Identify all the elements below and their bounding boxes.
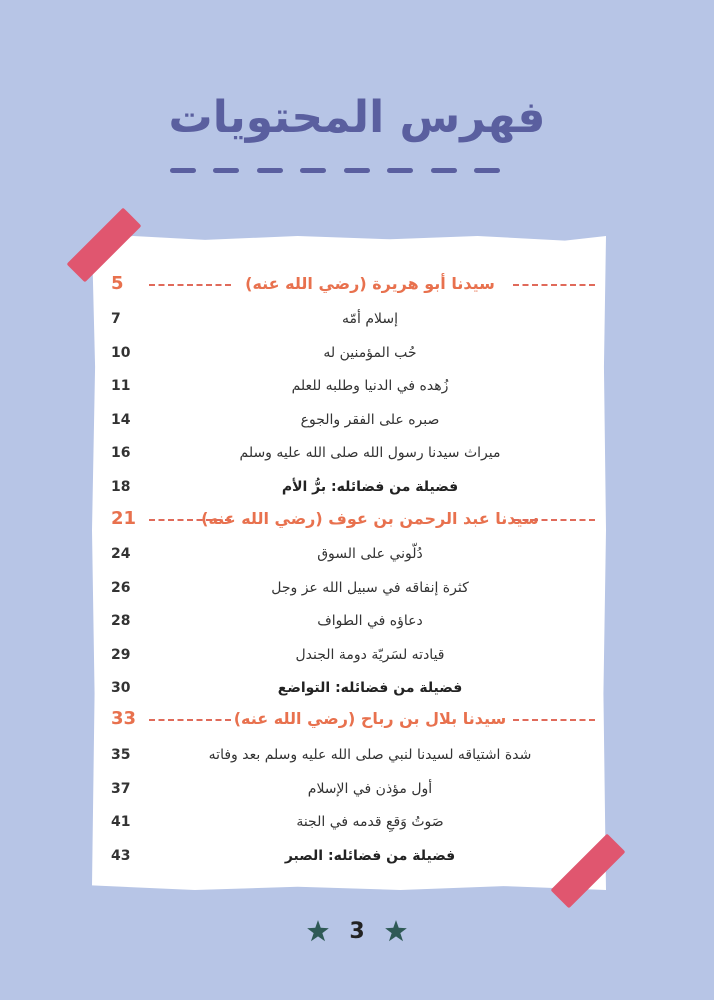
section-page-number: 5: [111, 273, 124, 294]
page-number: 3: [349, 918, 365, 944]
toc-entry[interactable]: 43 فضيلة من فضائله: الصبر: [111, 848, 456, 864]
toc-entry[interactable]: 35 شدة اشتياقه لسيدنا لنبي صلى الله عليه وسلم بعد وفاته: [111, 747, 532, 763]
section-page-number: 33: [111, 708, 137, 729]
section-title: سيدنا أبو هريرة (رضي الله عنه): [245, 274, 495, 293]
page-footer: [0, 918, 714, 944]
page-title: فهرس المحتويات: [168, 92, 546, 143]
toc-entry[interactable]: 18 فضيلة من فضائله: برُّ الأم: [111, 479, 459, 495]
toc-entry[interactable]: 28 دعاؤه في الطواف: [111, 613, 423, 629]
section-title: سيدنا عبد الرحمن بن عوف (رضي الله عنه): [201, 509, 539, 528]
toc-entry[interactable]: 10 حُب المؤمنين له: [111, 345, 417, 361]
section-page-number: 21: [111, 508, 137, 529]
section-header[interactable]: [105, 505, 595, 535]
toc-entry[interactable]: 37 أول مؤذن في الإسلام: [111, 781, 433, 797]
section-header[interactable]: [105, 270, 595, 300]
toc-entry[interactable]: 30 فضيلة من فضائله: التواضع: [111, 680, 463, 696]
title-underline: [170, 168, 500, 174]
star-leaf-icon: [383, 918, 409, 944]
toc-entry[interactable]: 29 قيادته لسَريّة دومة الجندل: [111, 647, 445, 663]
toc-entry[interactable]: 11 زُهده في الدنيا وطلبه للعلم: [111, 378, 449, 394]
toc-entry[interactable]: 41 صَوتُ وَقعِ قدمه في الجنة: [111, 814, 444, 830]
toc-entry[interactable]: 7 إسلام أمّه: [111, 311, 398, 327]
toc-entry[interactable]: 16 ميراث سيدنا رسول الله صلى الله عليه وسلم: [111, 445, 501, 461]
star-leaf-icon: [305, 918, 331, 944]
toc-entry[interactable]: 14 صبره على الفقر والجوع: [111, 412, 440, 428]
section-title: سيدنا بلال بن رباح (رضي الله عنه): [233, 709, 507, 728]
toc-entry[interactable]: 26 كثرة إنفاقه في سبيل الله عز وجل: [111, 580, 469, 596]
section-header[interactable]: [105, 705, 595, 735]
toc-entry[interactable]: 24 دُلّوني على السوق: [111, 546, 423, 562]
